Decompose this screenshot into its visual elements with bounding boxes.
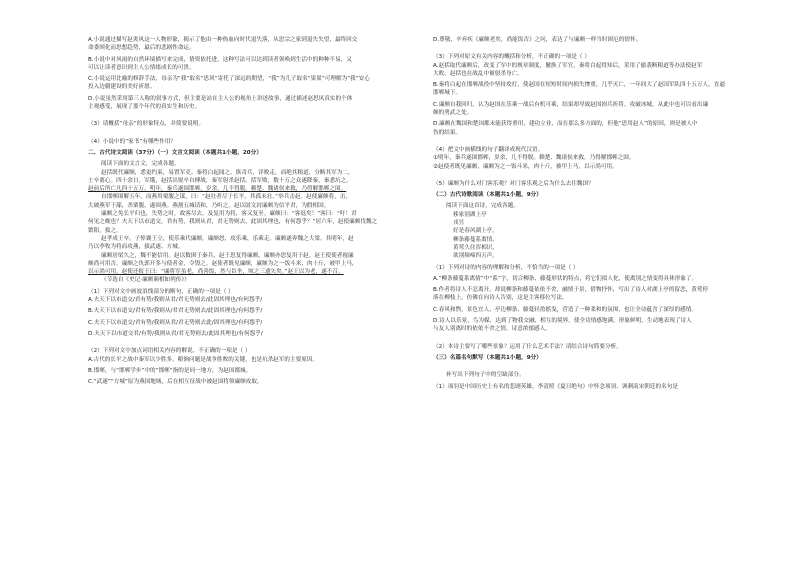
line-gap (433, 171, 763, 180)
right-text-line: 欲别频啼四五声。 (453, 253, 498, 260)
left-text-line: 主观感受，展现了那个年代的真实生和历史。 (88, 104, 201, 111)
left-text-line: C.“武遂”“方城”原为燕国地域，后在相互征战中被赵国将领廉颇攻取。 (88, 379, 263, 386)
line-gap (88, 111, 433, 120)
right-text-line: （5）廉颇为什么对门客乐观？对门客乐观之后为什么去往魏国？ (433, 180, 594, 187)
left-text-line: C.夫天下以市道交/君有势/我则从君/君无势则去此/固其理也/有何怨乎/ (88, 319, 263, 326)
right-text-line: ②赵使者既见廉颇，廉颇为之一饭斗米，肉十斤，被甲上马，以示尚可用。 (433, 163, 618, 170)
left-column (88, 36, 433, 386)
line-gap (433, 334, 763, 343)
line-gap (433, 44, 763, 53)
left-text-line: A.古代的长平之战中秦军以少胜多，粮饷问题是战争胜败的关键，也是坑杀赵军的主要原因。 (88, 356, 319, 363)
line-gap (88, 129, 433, 138)
right-text-line: D.诗人以乐景，鸟为媒，达到了物我交融、相互的境界，使全诗情感饱满，形象鲜明，生动地表现了诗人 (433, 318, 692, 325)
right-text-line: C.春风和煦，景色宜人，亭边柳条、藤蔓轻盈摇曳，营造了一种柔和的氛围，也让全诗蕴含了深厚的感情。 (433, 306, 697, 313)
left-text-line: （2）下列对文中加点词语相关内容的解说，不正确的一项是（ ） (88, 348, 251, 355)
right-text-line: ①明年，秦兵遂围邯郸，岁余，几不得脱。赖楚、魏诸侯来救，乃得解邯郸之围。 (433, 155, 635, 162)
right-text-line: 落在柳枝上，仿佛在向诗人告别，这是主客移位写法。 (433, 295, 568, 302)
right-text-line: 阅读下面这首诗，完成各题。 (446, 203, 519, 210)
right-text-line: （2）本诗主要写了哪些景象？运用了什么艺术手法？请结合诗句简要分析。 (433, 343, 622, 350)
line-gap (433, 362, 763, 371)
right-text-line: 戎昱 (453, 220, 465, 227)
right-text-line: 补写出下列句子中的空缺部分。 (446, 372, 525, 379)
right-text-line: 与友人别离时的依依不舍之情，诗意浓郁感人。 (433, 326, 551, 333)
left-text-line: 自邯郸围解五年，而燕用栗腹之谋，曰：“赵壮者尽于长平，其孤未壮。”举兵击赵。赵使廉颇将，击， (101, 194, 352, 201)
left-text-line: （3）请概括“母亲”的形象特点，并简要说明。 (88, 121, 205, 128)
left-text-line: （节选自《史记·廉颇蔺相如列传》） (101, 277, 190, 284)
left-text-line: B.邯郸，与“邯郸学步”中的“邯郸”指的是同一地方，为赵国都城。 (88, 367, 252, 374)
left-text-line: 阅读下面的文言文，完成各题。 (101, 161, 180, 168)
left-text-line: 廉颇之免长平归也，失势之时，故客尽去。及复用为将，客又复至。廉颇曰：“客退矣！”客曰：“吁！君 (101, 211, 357, 218)
left-text-line: D.夫天下以市道交君/有势/我则从君/君无势则去/此固其理也/有何怨乎/ (88, 330, 263, 337)
left-text-line: 何见之晚也？夫天下以市道交，君有势，我则从君，君无势则去，此固其理也，有何怨乎？”居六年，赵使廉颇伐魏之 (88, 219, 378, 226)
right-text-line: D.尊敬，辛弃疾《廉颇老矣，尚能饭否》之问，表达了与廉颇一样当时困厄的情怀。 (433, 37, 642, 43)
left-text-line: 赵前后所亡凡四十五万。明年，秦兵遂围邯郸，岁余，几不得脱。赖楚、魏诸侯来救，乃得解邯郸之围。 (88, 186, 347, 193)
right-text-line: C.廉颇自我回归，认为赵国在乐乘一战后有机可乘，结果却导致赵国损兵折将，攻破冰城，从此中也可以看出廉 (433, 101, 709, 108)
left-text-line: 大破燕军于鄗，杀栗腹，遂围燕。燕割五城请和，乃听之。赵以尉文封廉颇为信平君，为假相国。 (88, 202, 330, 209)
left-text-line: B.小说中对风雨的自然环境描写来完成，情资依托进，这种写法可以达到读者领唤到生活中的种种不易，又 (88, 56, 352, 63)
right-text-line: 移家别湖上亭 (453, 211, 487, 218)
right-text-line: 伤的结果。 (433, 129, 462, 136)
left-text-line: （4）小说中的“家书”有哪些作用？ (88, 138, 177, 145)
right-text-line: 颇的勇武之处。 (433, 110, 473, 117)
left-text-line: 投入边疆建设的美好祈愿。 (88, 84, 156, 91)
right-text-line: B.秦将白起在邯郸战役中坚持攻打，使赵国在短短时间内损失惨重，几乎灭亡，一年间大了赵国军队四十五万人，直逼 (433, 82, 725, 89)
right-text-line: （三）名篇名句默写（本题共1小题，9分） (433, 354, 542, 361)
left-text-line: 乃以李牧为将而攻燕，拔武遂、方城。 (88, 244, 184, 251)
left-text-line: 命委困化而思想趋势，最后的悲剧性命运。 (88, 45, 195, 52)
left-text-line: A.小说通过描写赵炎风这一人物形象，揭示了他由一种热血向时代退失落，从思宗之家到退失失望，最终回交 (88, 37, 358, 43)
right-text-line: D.廉颇在魏国和楚国都未能获得重用，建功立业，而在那么多方面的，但他“思用赵人”的原因，则是被人中 (433, 121, 698, 128)
left-text-line: 赵孝成王卒，子悼襄王立，使乐乘代廉颇。廉颇怒，攻乐乘，乐乘走。廉颇遂奔魏之大梁。其明年，赵 (101, 235, 354, 242)
right-text-line: 邯郸城下。 (433, 90, 462, 97)
left-text-line: 颇尚可用否。廉颇之仇郭开多与使者金，令毁之。赵使者既见廉颇，廉颇为之一饭斗米，肉十斤，被甲上马， (88, 260, 358, 267)
line-gap (88, 338, 433, 347)
right-text-line: 好是春风湖上亭， (453, 228, 498, 235)
left-text-line: 以示尚可用。赵使还报王曰：“廉将军虽老，尚善饭，然与臣坐，顷之三遗矢矣。”赵王以为老，遂不召。 (88, 269, 344, 276)
right-text-line: A.赵括取代廉颇后，改变了军中的规章制度，撤换了军官，秦将白起得知后，采用了偷袭断粮道等办法使赵军 (433, 62, 703, 69)
right-text-line: 柳条藤蔓系离情。 (453, 236, 498, 243)
left-text-line: 二、古代诗文阅读（37分）（一）文言文阅读（本题共1小题，20分） (88, 149, 262, 156)
right-text-line: （3）下列对原文有关内容的概括和分析，不正确的一项是（ ） (433, 54, 590, 61)
right-text-line: B.作者将诗人不忍离开，却说柳条和藤蔓依依不舍，融情于景，借物抒怀，写出了诗人对湖上亭的留恋，黄莺停 (433, 287, 709, 294)
right-text-line: 大败，赵括也在战乱中被射杀身亡。 (433, 70, 523, 77)
left-text-line: 士卒离心。四十余日，军饿，赵括出锐卒自搏战，秦军射杀赵括。括军败，数十万之众遂降秦，秦悉坑之。 (88, 177, 352, 184)
left-text-line: 廉颇居梁久之，魏不能信用。赵以数困于秦兵，赵王思复得廉颇，廉颇亦思复用于赵。赵王使使者视廉 (101, 252, 354, 259)
left-text-line: D.小说虽然采用第三人称的叙事方式，但主要是站在主人公的视角上讲述故事，通过描述赵思风真实的个体 (88, 95, 353, 102)
left-text-line: 繁阳，拔之。 (88, 227, 122, 234)
right-text-line: （二）古代诗歌阅读（本题共1小题，9分） (433, 192, 542, 199)
left-text-line: C.小说运用比喻的修辞手法，母亲为“我”取名“思风”寄托了深远的期望，“我”为儿子取名“果果”可理解为“我”安心 (88, 76, 370, 83)
left-text-line: 赵括既代廉颇，悉更约束，易置军吏。秦将白起闻之，纵奇兵，详败走，而绝其粮道，分断其军为二， (101, 169, 354, 176)
line-gap (433, 137, 763, 146)
right-text-line: （1）项羽是中国历史上有名的悲剧英雄，李清照《夏日绝句》中怀念项羽、讽刺南宋朝廷的名句是 (433, 383, 678, 390)
right-text-line: （4）把文中画横线的句子翻译成现代汉语。 (433, 146, 544, 153)
left-text-line: B.夫天下以市道交/君有势/我则从/君君无势则去/此固其理也/有何怨乎/ (88, 308, 263, 315)
left-text-line: （1）下列对文中画波浪线部分的断句，正确的一项是（ ） (88, 288, 234, 295)
right-text-line: 黄莺久住浑相识， (453, 244, 498, 251)
right-text-line: A.“柳条藤蔓系离情”中“系”字，切合柳条、藤蔓形状的特点，将它们拟人化，使离别之情变得具体形象了。 (433, 275, 698, 282)
left-text-line: 可以让读者意识到主人公情绪成长的可贵。 (88, 64, 195, 71)
left-text-line: A.夫天下以市道交/君有势/我则从君/君无势则去/此固其理也/有何怨乎/ (88, 297, 263, 304)
right-text-line: （1）下列对诗的内容的理解和分析，不恰当的一项是（ ） (433, 264, 579, 271)
right-column (433, 36, 763, 391)
